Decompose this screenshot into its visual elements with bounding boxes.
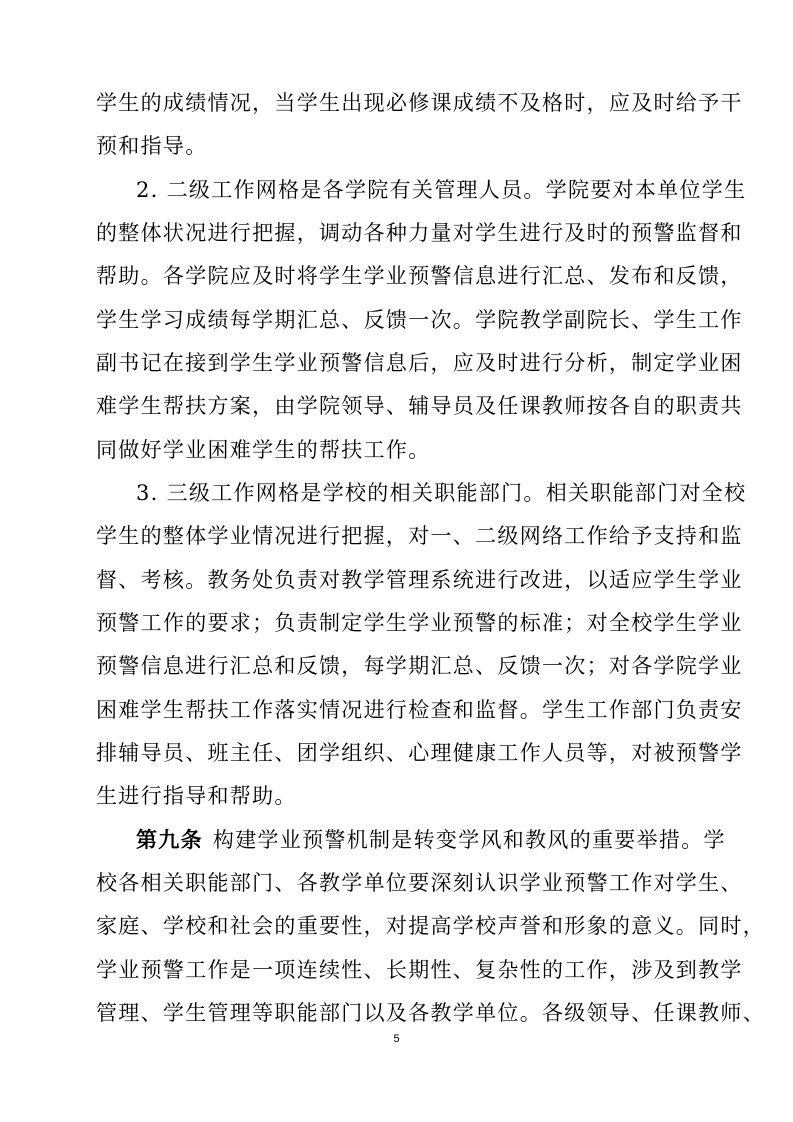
text-line: 同做好学业困难学生的帮扶工作。	[96, 438, 431, 462]
text-line: 学生学习成绩每学期汇总、反馈一次。学院教学副院长、学生工作	[96, 308, 743, 332]
text-line: 难学生帮扶方案，由学院领导、辅导员及任课教师按各自的职责共	[96, 394, 743, 418]
paragraph-3-first-line: 3. 三级工作网格是学校的相关职能部门。相关职能部门对全校	[136, 481, 747, 505]
text-line: 学业预警工作是一项连续性、长期性、复杂性的工作，涉及到教学	[96, 958, 743, 982]
article-nine-heading: 第九条	[136, 827, 203, 852]
page-number: 5	[393, 1033, 400, 1045]
text-line: 预警工作的要求；负责制定学生学业预警的标准；对全校学生学业	[96, 611, 743, 635]
text-line: 学生的整体学业情况进行把握，对一、二级网络工作给予支持和监	[96, 524, 743, 548]
text-line: 学生的成绩情况，当学生出现必修课成绩不及格时，应及时给予干	[96, 91, 743, 115]
article-nine-first-line	[136, 825, 756, 855]
text-line: 的整体状况进行把握，调动各种力量对学生进行及时的预警监督和	[96, 221, 743, 245]
text-line: 预和指导。	[96, 134, 208, 158]
text-line: 生进行指导和帮助。	[96, 784, 297, 808]
text-line: 副书记在接到学生学业预警信息后，应及时进行分析，制定学业困	[96, 351, 743, 375]
text-line: 困难学生帮扶工作落实情况进行检查和监督。学生工作部门负责安	[96, 698, 743, 722]
text-line: 管理、学生管理等职能部门以及各教学单位。各级领导、任课教师、	[96, 1001, 765, 1025]
text-line: 预警信息进行汇总和反馈，每学期汇总、反馈一次；对各学院学业	[96, 654, 743, 678]
article-nine-text: 构建学业预警机制是转变学风和教风的重要举措。学	[212, 828, 726, 852]
text-line: 校各相关职能部门、各教学单位要深刻认识学业预警工作对学生、	[96, 871, 743, 895]
text-line: 家庭、学校和社会的重要性，对提高学校声誉和形象的意义。同时，	[96, 914, 765, 938]
text-line: 帮助。各学院应及时将学生学业预警信息进行汇总、发布和反馈，	[96, 264, 743, 288]
text-line: 督、考核。教务处负责对教学管理系统进行改进，以适应学生学业	[96, 568, 743, 592]
text-line: 排辅导员、班主任、团学组织、心理健康工作人员等，对被预警学	[96, 741, 743, 765]
paragraph-2-first-line: 2. 二级工作网格是各学院有关管理人员。学院要对本单位学生	[136, 178, 747, 202]
